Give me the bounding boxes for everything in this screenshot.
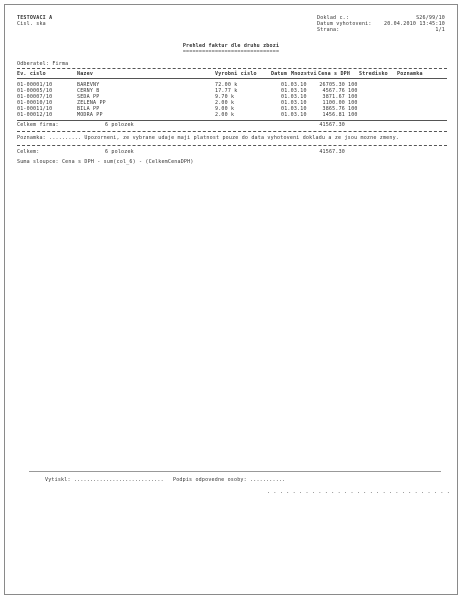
cell-stredisko: 100: [348, 82, 358, 88]
header-page-label: Strana:: [317, 27, 340, 33]
col-vyrobni-cislo: Vyrobni cislo: [215, 71, 257, 77]
cell-cena: 1100.00: [322, 100, 345, 106]
header-doc-label: Doklad c.:: [317, 15, 350, 21]
document-page: [4, 4, 458, 595]
col-ev-cislo: Ev. cislo: [17, 71, 46, 77]
cell-nazev: ZELENA PP: [77, 100, 106, 106]
cell-datum: 01.03.10: [281, 88, 307, 94]
total-label: Celkem:: [17, 149, 40, 155]
cell-vyrobni-cislo: 9.00 k: [215, 106, 235, 112]
divider-rows: [17, 120, 447, 121]
cell-vyrobni-cislo: 2.00 k: [215, 100, 235, 106]
cell-cena: 1456.81: [322, 112, 345, 118]
col-poznamka: Poznamka: [397, 71, 423, 77]
header-page-value: 1/1: [435, 27, 445, 33]
notice-text: Poznamka: .......... Upozorneni, ze vybrane udaje maji platnost pouze do data vyhotoveni dokladu a ze jsou mozne zmeny.: [17, 135, 400, 141]
section-label: Odberatel: Firma: [17, 61, 69, 67]
footer-signature: Podpis odpovedne osoby: ...........: [173, 477, 286, 483]
cell-datum: 01.03.10: [281, 82, 307, 88]
cell-ev-cislo: 01-00001/10: [17, 82, 53, 88]
cell-ev-cislo: 01-00005/10: [17, 88, 53, 94]
cell-nazev: BAREVNY: [77, 82, 100, 88]
divider-header: [17, 78, 447, 79]
page-title-underline: ==============================: [182, 49, 280, 55]
cell-stredisko: 100: [348, 100, 358, 106]
cell-nazev: BILA PP: [77, 106, 100, 112]
total-count: 6 polozek: [105, 149, 134, 155]
cell-nazev: CERNY B: [77, 88, 100, 94]
cell-vyrobni-cislo: 72.00 k: [215, 82, 238, 88]
formula-text: Suma sloupce: Cena s DPH - sum(col_6) - (CelkemCenaDPH): [17, 159, 194, 165]
cell-vyrobni-cislo: 2.00 k: [215, 112, 235, 118]
cell-cena: 3871.67: [322, 94, 345, 100]
cell-stredisko: 100: [348, 112, 358, 118]
subtotal-count: 6 polozek: [105, 122, 134, 128]
cell-datum: 01.03.10: [281, 112, 307, 118]
header-doc-value: S26/99/10: [416, 15, 445, 21]
cell-cena: 26705.30: [319, 82, 345, 88]
cell-ev-cislo: 01-00010/10: [17, 100, 53, 106]
cell-cena: 3865.76: [322, 106, 345, 112]
cell-stredisko: 100: [348, 106, 358, 112]
cell-vyrobni-cislo: 9.70 k: [215, 94, 235, 100]
cell-ev-cislo: 01-00007/10: [17, 94, 53, 100]
cell-nazev: SEDA PP: [77, 94, 100, 100]
col-cena: Cena s DPH: [318, 71, 351, 77]
header-date-value: 20.04.2010 13:45:10: [384, 21, 445, 27]
cell-ev-cislo: 01-00011/10: [17, 106, 53, 112]
col-nazev: Nazev: [77, 71, 94, 77]
cell-stredisko: 100: [348, 94, 358, 100]
cell-nazev: MODRA PP: [77, 112, 103, 118]
header-subtitle: Cisl. ska: [17, 21, 46, 27]
header-date-label: Datum vyhotoveni:: [317, 21, 372, 27]
header-company: TESTOVACI A: [17, 15, 53, 21]
page-title: Prehled faktur dle druhu zbozi: [182, 43, 280, 49]
footer-divider: [29, 471, 441, 472]
divider-top: [17, 68, 447, 69]
total-value: 41567.30: [319, 149, 345, 155]
cell-cena: 4567.76: [322, 88, 345, 94]
footer-printed-by: Vytiskl: ............................: [45, 477, 164, 483]
divider-notice: [17, 145, 447, 146]
divider-subtotal: [17, 131, 447, 132]
cell-datum: 01.03.10: [281, 94, 307, 100]
col-datum: Datum: [271, 71, 288, 77]
col-stredisko: Stredisko: [359, 71, 388, 77]
cell-ev-cislo: 01-00012/10: [17, 112, 53, 118]
cell-stredisko: 100: [348, 88, 358, 94]
col-mnozstvi: Mnozstvi: [291, 71, 317, 77]
cell-datum: 01.03.10: [281, 100, 307, 106]
subtotal-label: Celkem firma:: [17, 122, 59, 128]
cell-datum: 01.03.10: [281, 106, 307, 112]
footer-signature-line: . . . . . . . . . . . . . . . . . . . . . . . . . . . . .: [267, 489, 450, 495]
subtotal-value: 41567.30: [319, 122, 345, 128]
cell-vyrobni-cislo: 17.77 k: [215, 88, 238, 94]
